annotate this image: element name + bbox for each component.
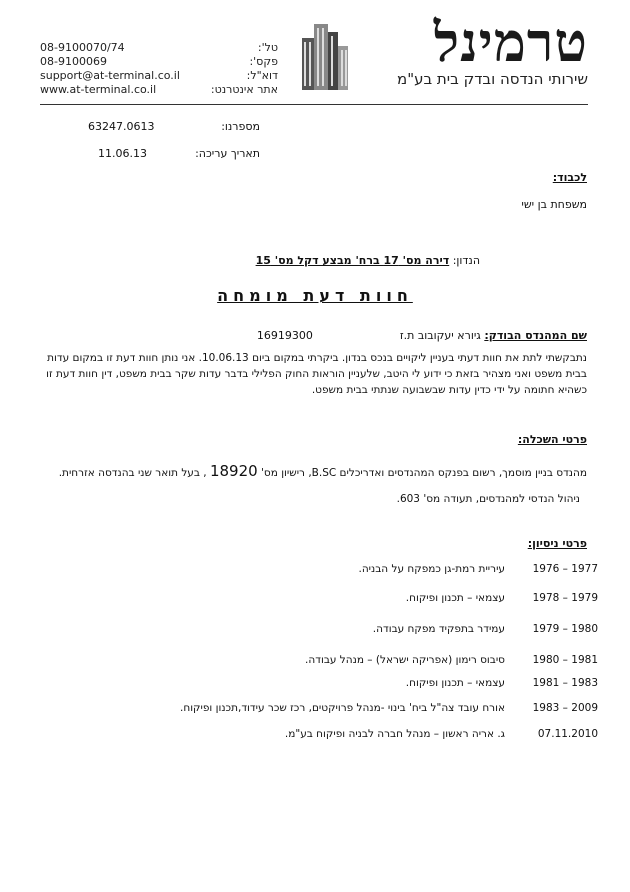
experience-years: 1978 – 1979 [532,592,598,604]
recipient-label: לכבוד: [552,171,587,184]
contact-label-website: אתר אינטרנט: [210,83,278,96]
contact-value-fax: 08-9100069 [40,55,107,68]
education-text-a: מהנדס בניין מוסמך, רשום בפנקס המהנדסים ואדריכלים B.SC, רישיון מס' [261,467,587,479]
page-title: חוות דעת מומחה [217,286,413,305]
experience-desc: עצמאי – תכנון ופיקוח. [405,677,505,689]
experience-desc: אורח עובד צה"ל ביח' בינוי -מנהל פרויקטים, רכז שכר עידוד,תכנון ופיקוח. [180,702,505,714]
subject-text: דירה מס' 17 ברח' מבצע דקל מס' 15 [255,254,450,267]
engineer-label: שם המהנדס הבודק: [484,329,587,342]
experience-years: 1976 – 1977 [532,563,598,575]
subject-label: הנדון: [452,254,480,267]
company-logo-subtitle: שירותי הנדסה ובדק בית בע"מ [397,70,588,88]
contact-value-website[interactable]: www.at-terminal.co.il [40,83,157,96]
header-divider [40,104,588,105]
education-line-2: ניהול הנדסי למהנדסים, תעודה מס' 603. [396,493,580,505]
experience-heading: פרטי ניסיון: [527,537,587,550]
experience-years: 1980 – 1981 [532,654,598,666]
intro-paragraph [27,350,587,398]
engineer-name: גיורא יעקובוב ת.ז [399,329,481,342]
date-label: תאריך עריכה: [195,147,260,160]
intro-line: כשהיא חתומה על ידי כדין עדות שבשבועה שנתתי בבית משפט. [311,384,587,396]
experience-desc: עמידר בתפקיד מפקח עבודה. [372,623,505,635]
experience-desc: עצמאי – תכנון ופיקוח. [405,592,505,604]
experience-years: 07.11.2010 [537,728,598,740]
intro-line: נתבקשתי לתת את חוות דעתי בעניין ליקויים בנכס בנדון. ביקרתי במקום ביום 10.06.13. אני נותן חוות דעת זו במקום עדות [47,352,587,364]
contact-value-phone: 08-9100070/74 [40,41,125,54]
date-value: 11.06.13 [98,147,147,160]
subject-line [60,254,480,267]
contact-label-fax: פקס': [249,55,278,68]
engineer-line [27,329,587,342]
contact-label-email: דוא"ל: [246,69,278,82]
experience-years: 1983 – 2009 [532,702,598,714]
number-value: 63247.0613 [88,120,155,133]
contact-label-phone: טל': [257,41,278,54]
contact-value-email[interactable]: support@at-terminal.co.il [40,69,180,82]
experience-years: 1979 – 1980 [532,623,598,635]
recipient-name: משפחת בן ישי [521,198,587,211]
company-logo-name: טרמינל [433,10,588,74]
education-text-b: , בעל תואר שני בהנדסה אזרחית. [58,467,207,479]
education-heading: פרטי השכלה: [517,433,587,446]
education-line-1 [27,461,587,483]
experience-years: 1981 – 1983 [532,677,598,689]
engineer-id: 16919300 [256,329,313,342]
number-label: מספרנו: [221,120,260,133]
building-logo-icon [300,20,350,90]
experience-desc: עיריית רמת-גן כמפקח על הבניה. [358,563,505,575]
experience-desc: סיבוס רימון (אפריקה ישראל) – מנהל עבודה. [305,654,505,666]
intro-line: בבית משפט ואני מצהיר בזאת כי ידוע לי היטב, שלעניין הוראות החוק הפלילי בדבר עדות שקר בבית משפט, דין חוות דעת זו [46,368,587,380]
license-number: 18920 [209,462,258,480]
experience-desc: ג. אריה ראשון – מנהל חברה לבניה ופיקוח בע"מ. [284,728,505,740]
